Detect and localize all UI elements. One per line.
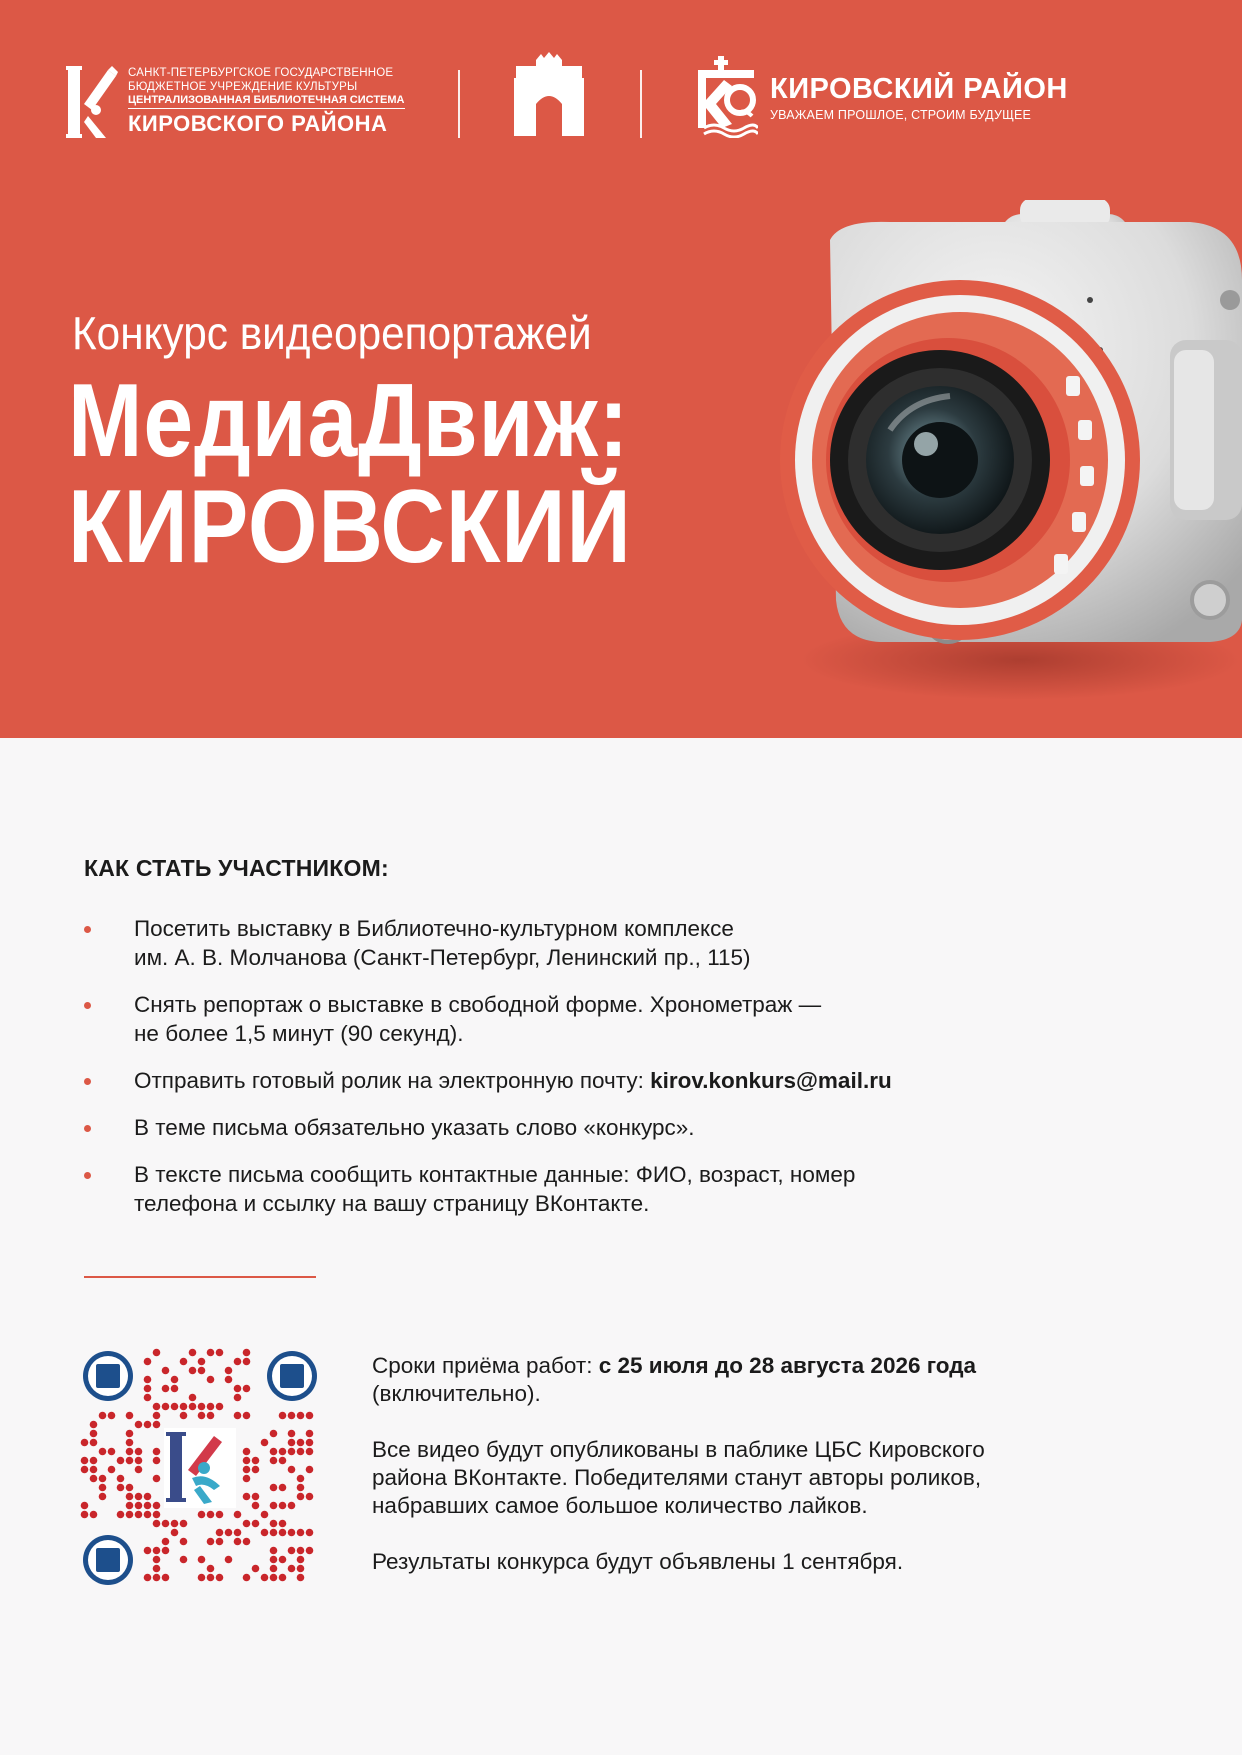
- qr-dot: [108, 1412, 116, 1420]
- qr-dot: [288, 1448, 296, 1456]
- qr-dot: [234, 1511, 242, 1519]
- qr-dot: [252, 1466, 260, 1474]
- qr-dot: [279, 1529, 287, 1537]
- qr-dot: [243, 1538, 251, 1546]
- qr-dot: [243, 1475, 251, 1483]
- qr-dot: [162, 1385, 170, 1393]
- qr-dot: [207, 1565, 215, 1573]
- district-logo-title: КИРОВСКИЙ РАЙОН: [770, 72, 1068, 105]
- results-text: Результаты конкурса будут объявлены 1 сентября.: [372, 1549, 904, 1574]
- qr-dot: [126, 1484, 134, 1492]
- qr-dot: [135, 1502, 143, 1510]
- qr-dot: [306, 1547, 314, 1555]
- qr-dot: [288, 1466, 296, 1474]
- qr-dot: [270, 1430, 278, 1438]
- qr-dot: [288, 1430, 296, 1438]
- qr-dot: [162, 1520, 170, 1528]
- step-1-line1: Посетить выставку в Библиотечно-культурном комплексе: [134, 916, 734, 941]
- steps-list: [84, 914, 984, 1236]
- bullet-icon: [84, 1125, 91, 1132]
- qr-dot: [189, 1367, 197, 1375]
- publication-line1: Все видео будут опубликованы в паблике ЦБС Кировского: [372, 1437, 985, 1462]
- qr-dot: [306, 1466, 314, 1474]
- list-item: [84, 990, 984, 1048]
- qr-dot: [162, 1367, 170, 1375]
- qr-dot: [90, 1421, 98, 1429]
- qr-dot: [207, 1349, 215, 1357]
- qr-dot: [144, 1574, 152, 1582]
- qr-dot: [189, 1394, 197, 1402]
- qr-dot: [288, 1502, 296, 1510]
- qr-dot: [198, 1412, 206, 1420]
- qr-dot: [252, 1565, 260, 1573]
- qr-dot: [270, 1547, 278, 1555]
- qr-dot: [180, 1358, 188, 1366]
- qr-dot: [234, 1358, 242, 1366]
- qr-dot: [288, 1529, 296, 1537]
- qr-dot: [144, 1502, 152, 1510]
- qr-dot: [216, 1349, 224, 1357]
- header-divider: [640, 70, 642, 138]
- qr-dot: [126, 1412, 134, 1420]
- qr-dot: [108, 1466, 116, 1474]
- qr-dot: [81, 1511, 89, 1519]
- qr-dot: [207, 1376, 215, 1384]
- header-divider: [458, 70, 460, 138]
- qr-dot: [216, 1529, 224, 1537]
- qr-dot: [198, 1358, 206, 1366]
- qr-dot: [279, 1448, 287, 1456]
- qr-dot: [252, 1502, 260, 1510]
- qr-dot: [216, 1574, 224, 1582]
- qr-dot: [225, 1376, 233, 1384]
- qr-dot: [198, 1556, 206, 1564]
- qr-dot: [198, 1574, 206, 1582]
- qr-dot: [270, 1529, 278, 1537]
- qr-dot: [279, 1484, 287, 1492]
- qr-dot: [261, 1574, 269, 1582]
- qr-dot: [135, 1448, 143, 1456]
- qr-dot: [198, 1403, 206, 1411]
- qr-dot: [270, 1448, 278, 1456]
- qr-dot: [306, 1412, 314, 1420]
- qr-dot: [216, 1403, 224, 1411]
- qr-dot: [243, 1385, 251, 1393]
- qr-dot: [234, 1385, 242, 1393]
- qr-dot: [243, 1493, 251, 1501]
- qr-dot: [180, 1556, 188, 1564]
- step-4-line1: В теме письма обязательно указать слово «конкурс».: [134, 1115, 695, 1140]
- qr-dot: [243, 1412, 251, 1420]
- qr-dot: [270, 1556, 278, 1564]
- contest-title-line1: МедиаДвиж:: [68, 363, 630, 479]
- qr-dot: [207, 1403, 215, 1411]
- deadline-value: с 25 июля до 28 августа 2026 года: [598, 1353, 977, 1378]
- qr-dot: [297, 1484, 305, 1492]
- qr-dot: [189, 1349, 197, 1357]
- contest-email-link[interactable]: kirov.konkurs@mail.ru: [650, 1068, 892, 1093]
- qr-dot: [153, 1475, 161, 1483]
- qr-dot: [180, 1412, 188, 1420]
- qr-dot: [297, 1493, 305, 1501]
- qr-dot: [207, 1511, 215, 1519]
- qr-dot: [144, 1547, 152, 1555]
- library-logo-line1: САНКТ-ПЕТЕРБУРГСКОЕ ГОСУДАРСТВЕННОЕ: [128, 67, 394, 80]
- qr-dot: [153, 1547, 161, 1555]
- list-item: [84, 1113, 984, 1142]
- step-5-line1: В тексте письма сообщить контактные данные: ФИО, возраст, номер: [134, 1162, 856, 1187]
- qr-dot: [144, 1493, 152, 1501]
- qr-dot: [99, 1493, 107, 1501]
- qr-dot: [144, 1358, 152, 1366]
- section-divider: [84, 1276, 316, 1278]
- qr-dot: [279, 1502, 287, 1510]
- qr-dot: [162, 1574, 170, 1582]
- qr-dot: [144, 1421, 152, 1429]
- step-3-text: Отправить готовый ролик на электронную почту:: [134, 1068, 651, 1093]
- qr-dot: [306, 1529, 314, 1537]
- bullet-icon: [84, 1002, 91, 1009]
- bullet-icon: [84, 1172, 91, 1179]
- library-k-pencil-icon: [66, 64, 118, 140]
- qr-dot: [90, 1430, 98, 1438]
- qr-dot: [126, 1448, 134, 1456]
- qr-dot: [252, 1520, 260, 1528]
- qr-dot: [108, 1448, 116, 1456]
- qr-dot: [153, 1448, 161, 1456]
- bullet-icon: [84, 1078, 91, 1085]
- qr-dot: [90, 1511, 98, 1519]
- qr-dot: [153, 1349, 161, 1357]
- contest-subtitle: Конкурс видеорепортажей: [72, 307, 592, 359]
- qr-dot: [279, 1457, 287, 1465]
- qr-dot: [171, 1385, 179, 1393]
- qr-dot: [279, 1556, 287, 1564]
- qr-dot: [153, 1421, 161, 1429]
- qr-dot: [153, 1403, 161, 1411]
- step-5-line2: телефона и ссылку на вашу страницу ВКонтакте.: [134, 1191, 650, 1216]
- qr-dot: [225, 1529, 233, 1537]
- qr-dot: [153, 1556, 161, 1564]
- qr-dot: [270, 1457, 278, 1465]
- qr-dot: [126, 1430, 134, 1438]
- qr-dot: [243, 1457, 251, 1465]
- qr-dot: [306, 1448, 314, 1456]
- qr-code-with-library-logo[interactable]: [80, 1348, 320, 1588]
- qr-dot: [288, 1565, 296, 1573]
- step-2-line1: Снять репортаж о выставке в свободной форме. Хронометраж —: [134, 992, 822, 1017]
- qr-dot: [252, 1457, 260, 1465]
- narva-triumphal-arch-icon: [508, 52, 590, 138]
- qr-dot: [261, 1511, 269, 1519]
- qr-dot: [126, 1511, 134, 1519]
- step-2-line2: не более 1,5 минут (90 секунд).: [134, 1021, 464, 1046]
- qr-dot: [117, 1475, 125, 1483]
- qr-dot: [171, 1376, 179, 1384]
- qr-dot: [126, 1493, 134, 1501]
- qr-dot: [153, 1565, 161, 1573]
- step-1-line2: им. А. В. Молчанова (Санкт-Петербург, Ленинский пр., 115): [134, 945, 751, 970]
- qr-dot: [90, 1457, 98, 1465]
- list-item: [84, 1066, 984, 1095]
- qr-dot: [270, 1520, 278, 1528]
- qr-dot: [153, 1574, 161, 1582]
- qr-dot: [297, 1547, 305, 1555]
- library-logo-line3: ЦЕНТРАЛИЗОВАННАЯ БИБЛИОТЕЧНАЯ СИСТЕМА: [128, 94, 405, 110]
- qr-dot: [297, 1475, 305, 1483]
- qr-dot: [171, 1520, 179, 1528]
- qr-dot: [135, 1493, 143, 1501]
- qr-dot: [288, 1547, 296, 1555]
- qr-dot: [297, 1439, 305, 1447]
- qr-dot: [243, 1358, 251, 1366]
- qr-dot: [117, 1484, 125, 1492]
- contest-title: [68, 363, 632, 586]
- qr-dot: [81, 1502, 89, 1510]
- list-item: [84, 1160, 984, 1218]
- qr-dot: [144, 1511, 152, 1519]
- qr-dot: [297, 1556, 305, 1564]
- district-logo-slogan: УВАЖАЕМ ПРОШЛОЕ, СТРОИМ БУДУЩЕЕ: [770, 107, 1032, 122]
- qr-dot: [243, 1574, 251, 1582]
- qr-dot: [198, 1511, 206, 1519]
- qr-dot: [99, 1475, 107, 1483]
- qr-dot: [261, 1439, 269, 1447]
- qr-dot: [171, 1403, 179, 1411]
- deadline-label: Сроки приёма работ:: [372, 1353, 599, 1378]
- qr-dot: [135, 1457, 143, 1465]
- qr-dot: [243, 1349, 251, 1357]
- qr-dot: [81, 1439, 89, 1447]
- qr-dot: [243, 1448, 251, 1456]
- qr-dot: [153, 1457, 161, 1465]
- qr-dot: [135, 1511, 143, 1519]
- qr-dot: [126, 1457, 134, 1465]
- qr-dot: [90, 1475, 98, 1483]
- publication-line3: набравших самое большое количество лайков.: [372, 1493, 868, 1518]
- qr-dot: [234, 1412, 242, 1420]
- qr-dot: [90, 1466, 98, 1474]
- publication-paragraph: [372, 1436, 1072, 1520]
- qr-dot: [243, 1466, 251, 1474]
- qr-dot: [162, 1547, 170, 1555]
- qr-dot: [153, 1511, 161, 1519]
- qr-dot: [234, 1394, 242, 1402]
- qr-dot: [81, 1457, 89, 1465]
- qr-dot: [126, 1502, 134, 1510]
- qr-dot: [153, 1502, 161, 1510]
- qr-dot: [216, 1511, 224, 1519]
- qr-dot: [270, 1502, 278, 1510]
- qr-dot: [306, 1439, 314, 1447]
- hero-banner: [0, 0, 1242, 738]
- qr-dot: [216, 1538, 224, 1546]
- qr-dot: [135, 1421, 143, 1429]
- qr-dot: [225, 1367, 233, 1375]
- library-logo-line4: КИРОВСКОГО РАЙОНА: [128, 111, 388, 137]
- qr-dot: [144, 1385, 152, 1393]
- contest-title-line2: КИРОВСКИЙ: [68, 469, 632, 586]
- kirovsky-district-emblem-icon: [694, 56, 758, 138]
- qr-dot: [144, 1394, 152, 1402]
- qr-dot: [180, 1520, 188, 1528]
- qr-dot: [261, 1529, 269, 1537]
- qr-dot: [279, 1574, 287, 1582]
- library-logo-line2: БЮДЖЕТНОЕ УЧРЕЖДЕНИЕ КУЛЬТУРЫ: [128, 80, 358, 93]
- qr-dot: [117, 1511, 125, 1519]
- qr-dot: [234, 1529, 242, 1537]
- qr-dot: [297, 1448, 305, 1456]
- qr-dot: [243, 1520, 251, 1528]
- how-to-heading: КАК СТАТЬ УЧАСТНИКОМ:: [84, 855, 389, 881]
- qr-dot: [99, 1412, 107, 1420]
- qr-dot: [297, 1565, 305, 1573]
- qr-dot: [207, 1574, 215, 1582]
- qr-dot: [297, 1412, 305, 1420]
- qr-dot: [288, 1412, 296, 1420]
- qr-dot: [99, 1448, 107, 1456]
- qr-dot: [99, 1484, 107, 1492]
- district-logo: [694, 56, 1068, 138]
- publication-line2: района ВКонтакте. Победителями станут авторы роликов,: [372, 1465, 982, 1490]
- qr-dot: [189, 1403, 197, 1411]
- qr-dot: [153, 1520, 161, 1528]
- qr-dot: [180, 1403, 188, 1411]
- results-paragraph: [372, 1548, 1072, 1576]
- contest-info: [372, 1352, 1072, 1604]
- qr-dot: [144, 1376, 152, 1384]
- qr-dot: [126, 1439, 134, 1447]
- qr-dot: [234, 1538, 242, 1546]
- qr-dot: [306, 1430, 314, 1438]
- qr-dot: [207, 1538, 215, 1546]
- qr-dot: [297, 1574, 305, 1582]
- qr-dot: [279, 1520, 287, 1528]
- deadline-paragraph: [372, 1352, 1072, 1408]
- library-logo: [66, 64, 405, 140]
- video-camera-illustration: [770, 200, 1242, 700]
- qr-dot: [306, 1493, 314, 1501]
- qr-dot: [117, 1457, 125, 1465]
- deadline-note: (включительно).: [372, 1381, 541, 1406]
- bullet-icon: [84, 926, 91, 933]
- qr-dot: [153, 1412, 161, 1420]
- qr-dot: [252, 1493, 260, 1501]
- qr-dot: [135, 1466, 143, 1474]
- qr-dot: [207, 1412, 215, 1420]
- qr-dot: [270, 1565, 278, 1573]
- qr-dot: [270, 1574, 278, 1582]
- qr-dot: [171, 1529, 179, 1537]
- qr-dot: [162, 1403, 170, 1411]
- qr-dot: [90, 1439, 98, 1447]
- qr-dot: [279, 1412, 287, 1420]
- qr-dot: [198, 1367, 206, 1375]
- qr-dot: [180, 1538, 188, 1546]
- qr-dot: [288, 1439, 296, 1447]
- qr-dot: [270, 1484, 278, 1492]
- list-item: [84, 914, 984, 972]
- qr-dot: [81, 1466, 89, 1474]
- qr-dot: [162, 1538, 170, 1546]
- qr-dot: [297, 1529, 305, 1537]
- qr-dot: [225, 1556, 233, 1564]
